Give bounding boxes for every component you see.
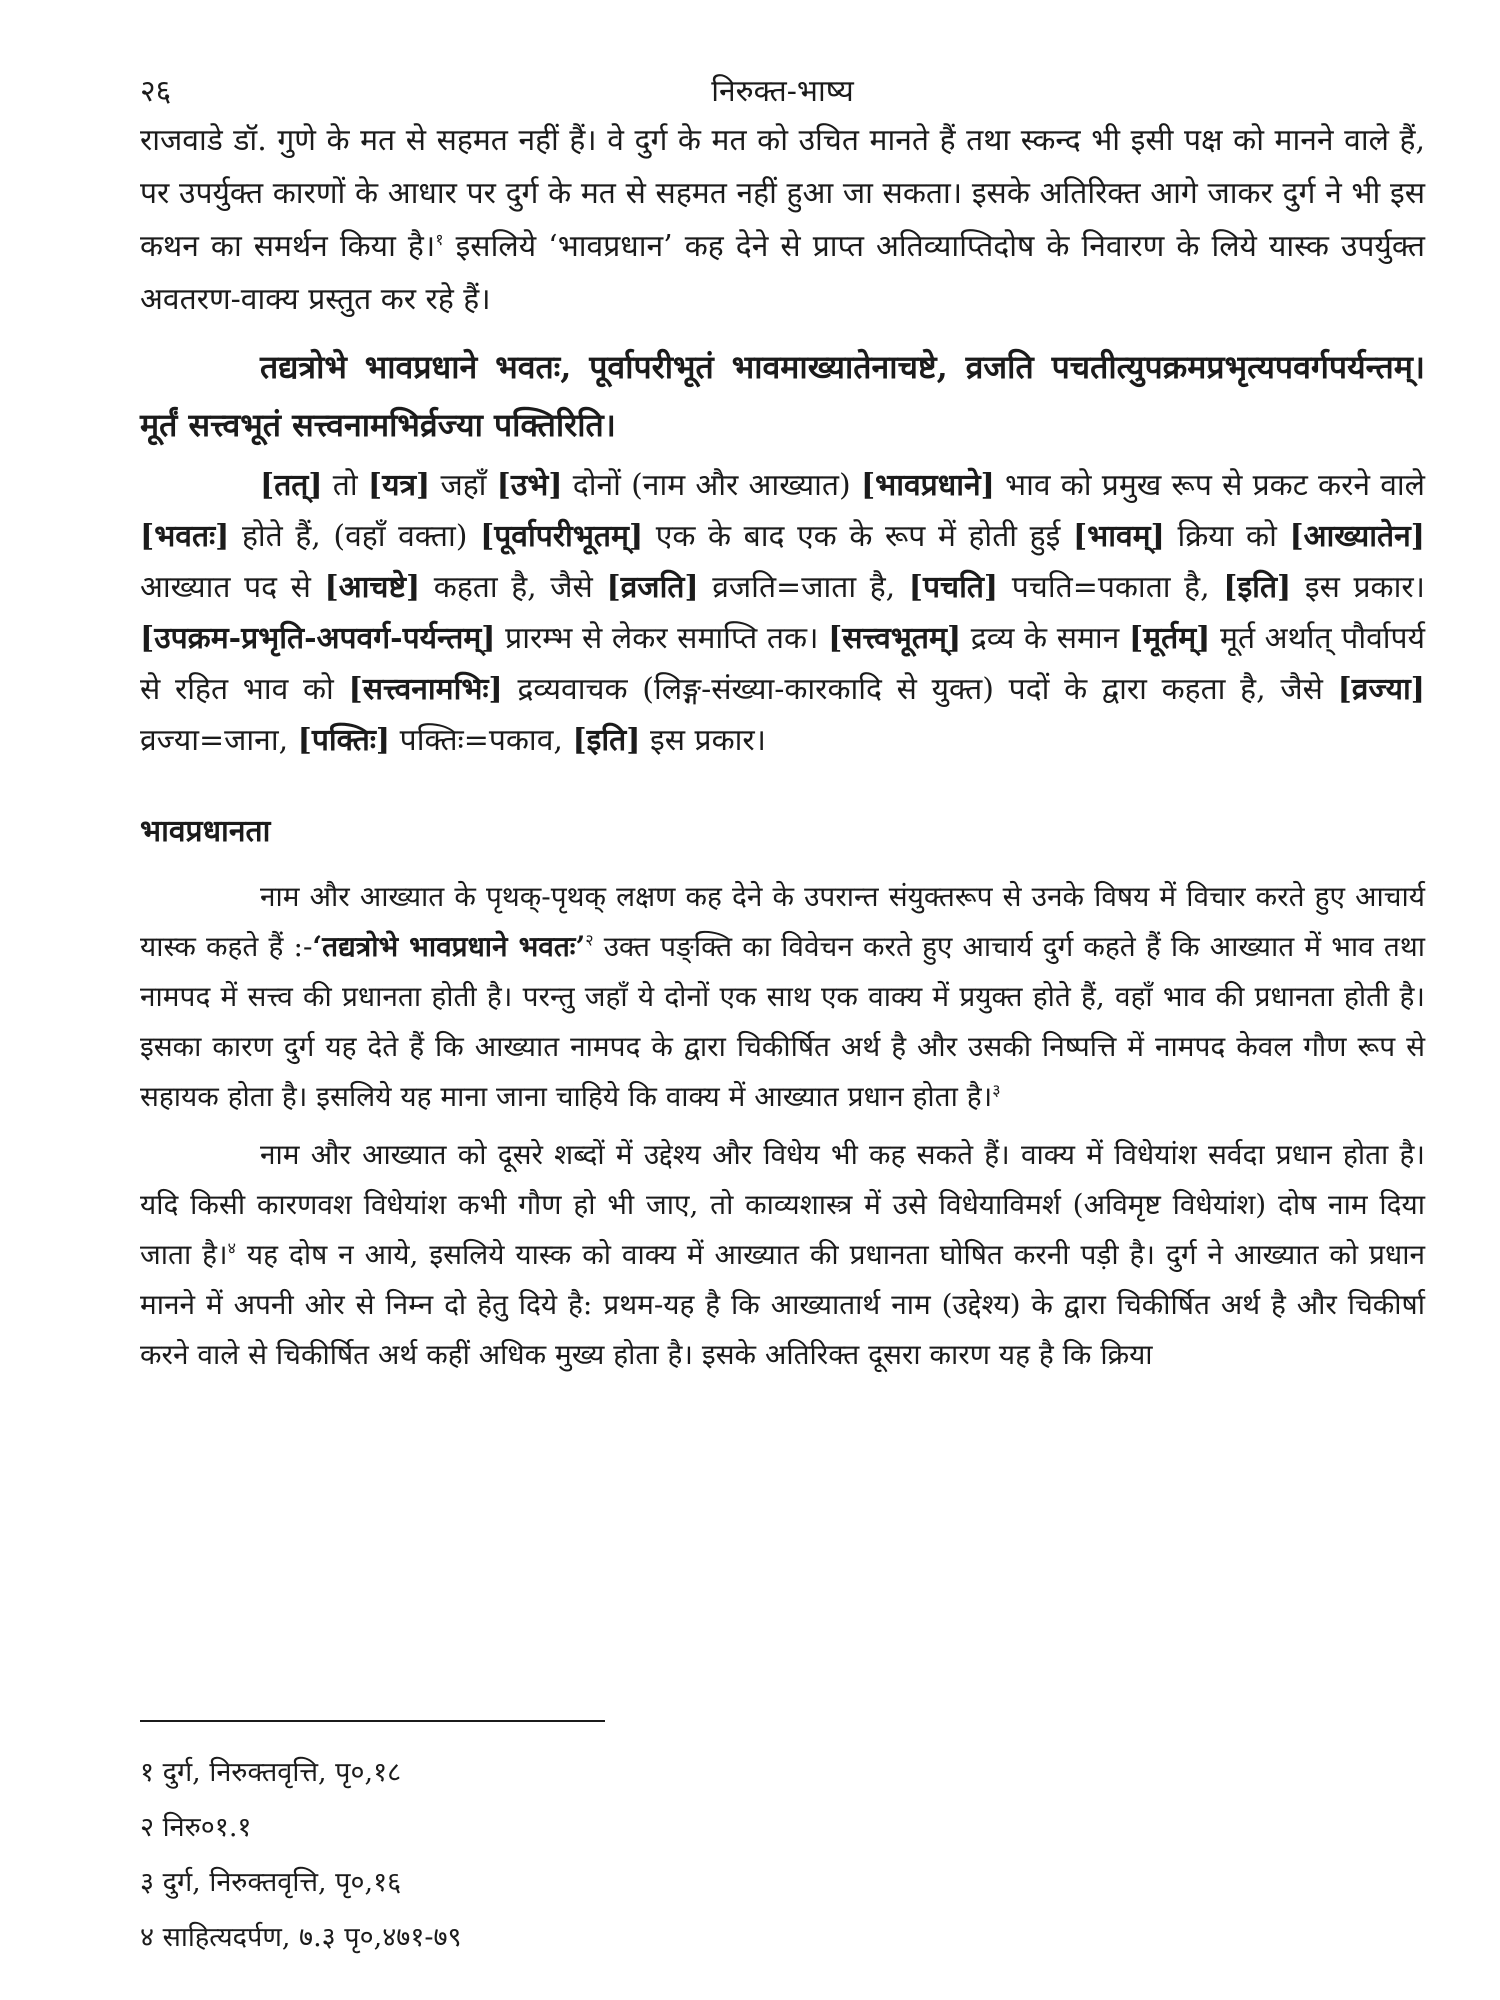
page-header [140, 70, 1425, 114]
intro-text-continued: इसलिये ‘भावप्रधान’ कह देने से प्राप्त अतिव्याप्तिदोष के निवारण के लिये यास्क उपर्युक्त अवतरण-वाक्य प्रस्तुत कर रहे हैं। [140, 229, 1426, 317]
gloss-text: कहता है, जैसे [420, 570, 607, 605]
gloss-text: पक्तिः=पकाव, [390, 723, 573, 758]
section-heading: भावप्रधानता [140, 814, 271, 849]
footnote-ref-2[interactable]: २ [585, 930, 594, 950]
paragraph-text: उक्त पङ्क्ति का विवेचन करते हुए आचार्य दुर्ग कहते हैं कि आख्यात में भाव तथा नामपद में सत्त्व की प्रधानता होती है। परन्तु जहाँ ये दोनों एक साथ एक वाक्य में प्रयुक्त होते हैं, वहाँ भाव की प्रधानता होती है। इसका कारण दुर्ग यह देते हैं कि आख्यात नामपद के द्वारा चिकीर्षित अर्थ है और उसकी निष्पत्ति में नामपद केवल गौण रूप से सहायक होता है। इसलिये यह माना जाना चाहिये कि वाक्य में आख्यात प्रधान होता है। [140, 930, 1425, 1113]
gloss-text: जहाँ [430, 468, 497, 503]
paragraph-text: नाम और आख्यात को दूसरे शब्दों में उद्देश्य और विधेय भी कह सकते हैं। वाक्य में विधेयांश सर्वदा प्रधान होता है। यदि किसी कारणवश विधेयांश कभी गौण हो भी जाए, तो काव्यशास्त्र में उसे विधेयाविमर्श (अविमृष्ट विधेयांश) दोष नाम दिया जाता है। [140, 1138, 1425, 1271]
gloss-term: [पचति] [908, 570, 999, 605]
footnote-4: ४ साहित्यदर्पण, ७.३ पृ०,४७१-७९ [140, 1922, 462, 1953]
gloss-term: [उभे] [496, 468, 563, 503]
gloss-term: [आख्यातेन] [1289, 519, 1425, 554]
gloss-text: क्रिया को [1164, 519, 1290, 554]
gloss-term: [इति] [572, 723, 641, 758]
gloss-term: [उपक्रम-प्रभृति-अपवर्ग-पर्यन्तम्] [140, 621, 496, 656]
gloss-term: [पक्तिः] [297, 723, 391, 758]
footnote-ref-1[interactable]: १ [435, 230, 444, 249]
footnote-3: ३ दुर्ग, निरुक्तवृत्ति, पृ०,१६ [140, 1867, 402, 1898]
footnote-2: २ निरु०१.१ [140, 1812, 252, 1843]
paragraph-text: यह दोष न आये, इसलिये यास्क को वाक्य में आख्यात की प्रधानता घोषित करनी पड़ी है। दुर्ग ने आख्यात को प्रधान मानने में अपनी ओर से निम्न दो हेतु दिये है: प्रथम-यह है कि आख्यातार्थ नाम (उद्देश्य) के द्वारा चिकीर्षित अर्थ है और चिकीर्षा करने वाले से चिकीर्षित अर्थ कहीं अधिक मुख्य होता है। इसके अतिरिक्त दूसरा कारण यह है कि क्रिया [140, 1238, 1425, 1371]
footnote-divider [140, 1720, 605, 1722]
gloss-term: [तत्] [260, 468, 323, 503]
quoted-sutra: ‘तद्यत्रोभे भावप्रधाने भवतः’ [312, 930, 586, 963]
gloss-text: इस प्रकार। [640, 723, 767, 758]
gloss-text: दोनों (नाम और आख्यात) [562, 468, 861, 503]
gloss-term: [व्रजति] [606, 570, 699, 605]
page-number: २६ [140, 74, 172, 109]
gloss-term: [मूर्तम्] [1128, 621, 1211, 656]
gloss-term: [पूर्वापरीभूतम्] [480, 519, 644, 554]
running-title: निरुक्त-भाष्य [711, 74, 854, 109]
gloss-term: [भावम्] [1072, 519, 1165, 554]
section-paragraph-2 [140, 1130, 1425, 1380]
gloss-term: [आचष्टे] [324, 570, 421, 605]
gloss-text: व्रजति=जाता है, [698, 570, 909, 605]
footnotes [140, 1745, 1140, 1965]
gloss-term: [इति] [1223, 570, 1292, 605]
page [140, 70, 1425, 1388]
gloss-term: [यत्र] [367, 468, 431, 503]
section-paragraph-1 [140, 872, 1425, 1122]
gloss-paragraph [140, 460, 1425, 766]
footnote-1: १ दुर्ग, निरुक्तवृत्ति, पृ०,१८ [140, 1757, 402, 1788]
gloss-term: [भवतः] [140, 519, 230, 554]
footnote-ref-4[interactable]: ४ [227, 1238, 236, 1258]
paragraph-text: नाम और आख्यात के पृथक्-पृथक् लक्षण कह देने के उपरान्त संयुक्तरूप से उनके विषय में विचार करते हुए आचार्य यास्क कहते हैं :- [140, 880, 1425, 963]
gloss-text: इस प्रकार। [1291, 570, 1425, 605]
gloss-term: [व्रज्या] [1337, 672, 1425, 707]
gloss-text: आख्यात पद से [140, 570, 325, 605]
gloss-text: पचति=पकाता है, [998, 570, 1224, 605]
gloss-text: होते हैं, (वहाँ वक्ता) [229, 519, 481, 554]
gloss-text: व्रज्या=जाना, [140, 723, 298, 758]
gloss-text: भाव को प्रमुख रूप से प्रकट करने वाले [994, 468, 1425, 503]
gloss-text: प्रारम्भ से लेकर समाप्ति तक। [495, 621, 829, 656]
intro-paragraph [140, 114, 1425, 326]
gloss-text: तो [322, 468, 368, 503]
gloss-text: द्रव्य के समान [961, 621, 1129, 656]
gloss-term: [भावप्रधाने] [860, 468, 995, 503]
gloss-term: [सत्त्वनामभिः] [348, 672, 503, 707]
sutra-text: तद्यत्रोभे भावप्रधाने भवतः, पूर्वापरीभूतं भावमाख्यातेनाचष्टे, व्रजति पचतीत्युपक्रमप्रभृत्यपवर्गपर्यन्तम्। मूर्तं सत्त्वभूतं सत्त्वनामभिर्व्रज्या पक्तिरिति। [140, 348, 1425, 444]
gloss-text: द्रव्यवाचक (लिङ्ग-संख्या-कारकादि से युक्त) पदों के द्वारा कहता है, जैसे [502, 672, 1338, 707]
intro-text: राजवाडे डॉ. गुणे के मत से सहमत नहीं हैं। वे दुर्ग के मत को उचित मानते हैं तथा स्कन्द भी इसी पक्ष को मानने वाले हैं, पर उपर्युक्त कारणों के आधार पर दुर्ग के मत से सहमत नहीं हुआ जा सकता। इसके अतिरिक्त आगे जाकर दुर्ग ने भी इस कथन का समर्थन किया है। [140, 123, 1425, 264]
gloss-text: मूर्त अर्थात् पौर्वापर्य से रहित भाव को [140, 621, 1425, 707]
gloss-text: एक के बाद एक के रूप में होती हुई [643, 519, 1073, 554]
footnote-ref-3[interactable]: ३ [992, 1080, 1001, 1100]
gloss-term: [सत्त्वभूतम्] [828, 621, 962, 656]
